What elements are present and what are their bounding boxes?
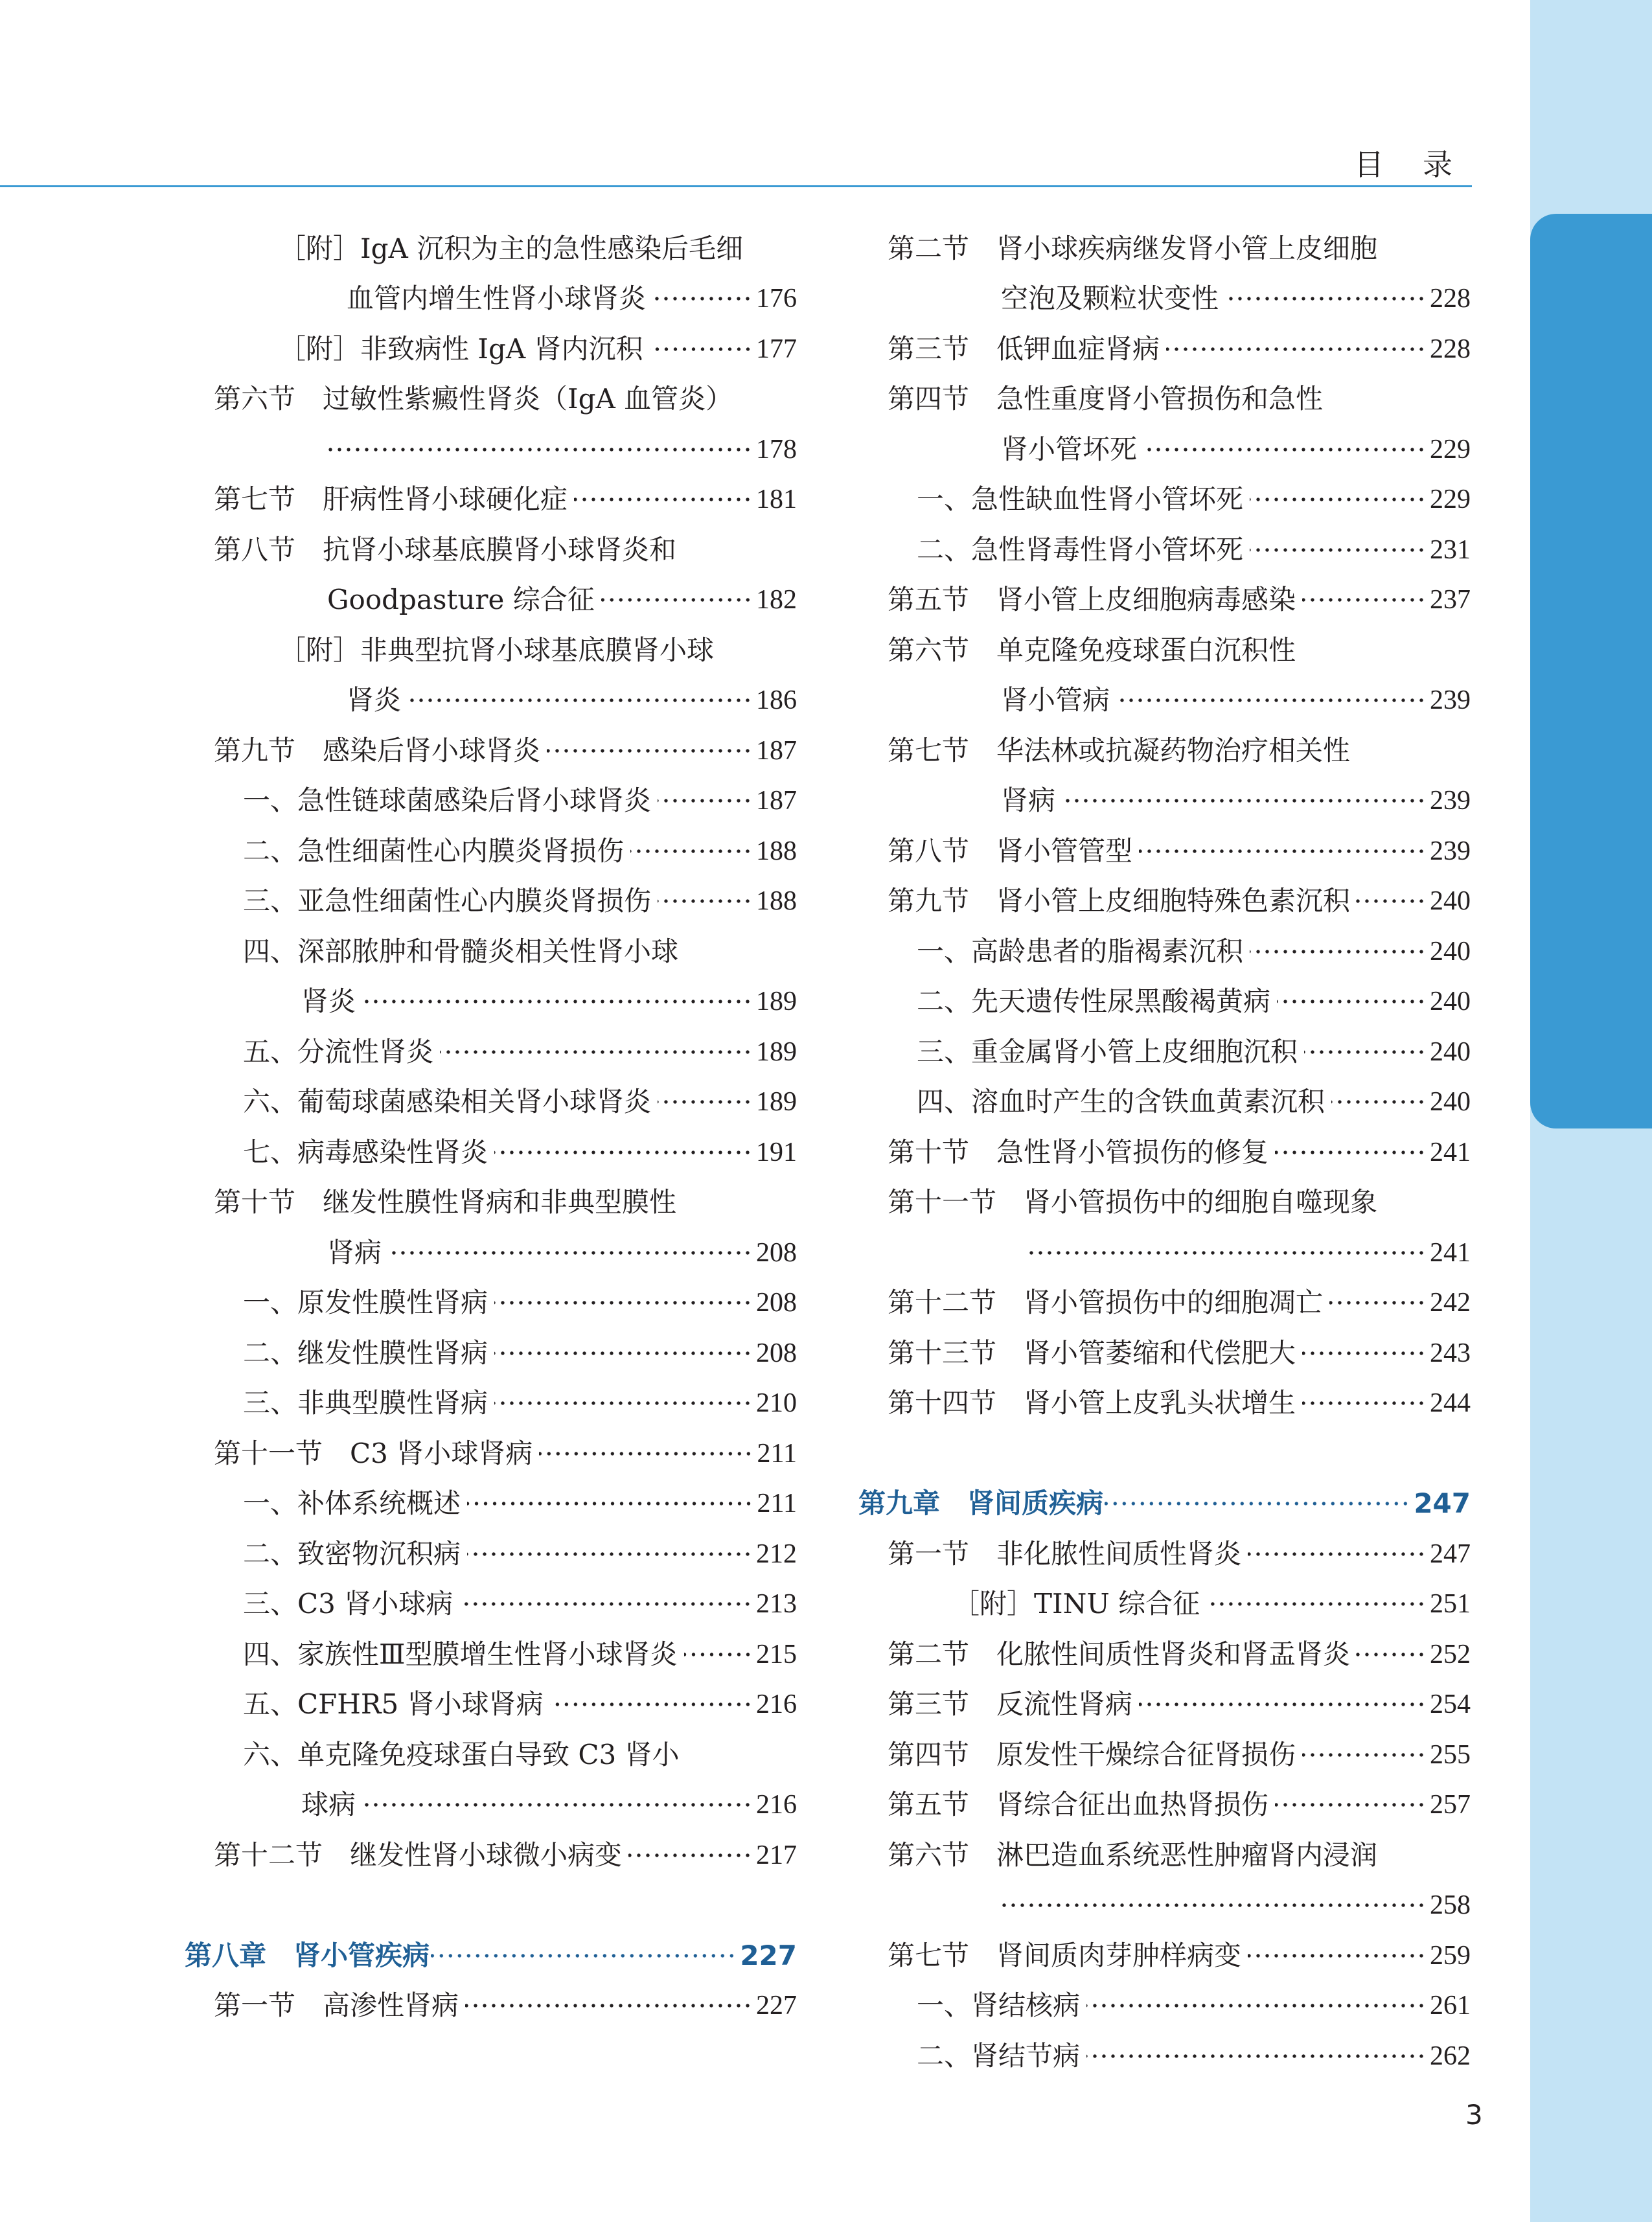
toc-entry[interactable]	[214, 474, 797, 525]
toc-entry-text: 三、重金属肾小管上皮细胞沉积	[917, 1036, 1298, 1068]
toc-entry-text: ［附］非致病性 IgA 肾内沉积	[279, 333, 643, 365]
toc-entry[interactable]	[243, 1077, 797, 1127]
toc-chapter-heading[interactable]	[858, 1478, 1471, 1529]
leader-dots	[1248, 1529, 1426, 1579]
toc-entry-text: 第九节 肾小管上皮细胞特殊色素沉积	[888, 885, 1351, 917]
toc-entry-text: 一、急性链球菌感染后肾小球肾炎	[243, 785, 652, 816]
leader-dots	[658, 1077, 752, 1127]
toc-entry[interactable]	[301, 976, 797, 1027]
toc-page-number: 247	[1430, 1539, 1471, 1569]
toc-entry[interactable]	[888, 1529, 1471, 1579]
toc-entry[interactable]	[243, 826, 797, 876]
toc-entry-text: 第八节 抗肾小球基底膜肾小球肾炎和	[214, 534, 677, 566]
toc-entry-text: 二、继发性膜性肾病	[243, 1337, 488, 1369]
leader-dots	[1143, 424, 1426, 475]
leader-dots	[1329, 1277, 1426, 1328]
toc-page-number: 240	[1430, 1087, 1471, 1117]
toc-page-number: 188	[756, 886, 797, 916]
toc-entry-text: 二、急性肾毒性肾小管坏死	[917, 534, 1244, 566]
toc-entry[interactable]	[888, 1177, 1471, 1228]
toc-page-number: 241	[1430, 1138, 1471, 1167]
leader-dots	[1302, 1378, 1426, 1428]
leader-dots	[1277, 976, 1426, 1027]
leader-dots	[547, 726, 752, 776]
toc-page-number: 215	[756, 1640, 797, 1669]
toc-entry-text: 空泡及颗粒状变性	[1001, 282, 1219, 314]
leader-dots	[362, 976, 752, 1027]
toc-entry-text: 五、分流性肾炎	[243, 1036, 434, 1068]
leader-dots	[1062, 775, 1426, 826]
leader-dots	[1304, 1027, 1426, 1077]
toc-entry-text: 一、高龄患者的脂褐素沉积	[917, 935, 1244, 967]
leader-dots	[1002, 1880, 1426, 1930]
toc-entry[interactable]	[301, 1780, 797, 1830]
toc-page-number: 251	[1430, 1589, 1471, 1619]
toc-entry-text: 第六节 淋巴造血系统恶性肿瘤肾内浸润	[888, 1839, 1378, 1871]
toc-entry[interactable]	[917, 1980, 1471, 2031]
leader-dots	[362, 1780, 752, 1830]
toc-entry-text: 三、亚急性细菌性心内膜炎肾损伤	[243, 885, 652, 917]
leader-dots	[650, 324, 752, 374]
toc-entry[interactable]	[243, 926, 797, 977]
leader-dots	[1302, 1730, 1426, 1780]
leader-dots	[1139, 826, 1426, 876]
toc-entry[interactable]	[917, 474, 1471, 525]
toc-entry[interactable]	[243, 1679, 797, 1730]
toc-entry[interactable]	[888, 726, 1471, 776]
toc-entry-text: 第十三节 肾小管萎缩和代偿肥大	[888, 1337, 1296, 1369]
leader-dots	[658, 876, 752, 926]
toc-page-number: 240	[1430, 987, 1471, 1016]
toc-page-number: 257	[1430, 1790, 1471, 1820]
toc-entry-text: 第三节 反流性肾病	[888, 1688, 1133, 1720]
toc-entry[interactable]	[888, 374, 1471, 424]
toc-entry-text: 四、溶血时产生的含铁血黄素沉积	[917, 1086, 1325, 1117]
leader-dots	[459, 1579, 752, 1629]
leader-dots	[1331, 1077, 1426, 1127]
toc-entry-text: 四、深部脓肿和骨髓炎相关性肾小球	[243, 935, 679, 967]
toc-entry[interactable]	[917, 2031, 1471, 2081]
toc-entry[interactable]	[279, 324, 797, 374]
toc-page-number: 228	[1430, 334, 1471, 364]
toc-page-number: 229	[1430, 485, 1471, 514]
toc-entry-text: 第九节 感染后肾小球肾炎	[214, 735, 541, 766]
leader-dots	[440, 1027, 752, 1077]
toc-page-number: 252	[1430, 1640, 1471, 1669]
toc-entry[interactable]	[888, 1730, 1471, 1780]
toc-entry-text: 第十一节 肾小管损伤中的细胞自噬现象	[888, 1186, 1378, 1218]
toc-entry[interactable]	[214, 1428, 797, 1479]
leader-dots	[1302, 575, 1426, 625]
toc-entry-text: 第八节 肾小管管型	[888, 835, 1133, 867]
toc-entry[interactable]	[1001, 675, 1471, 726]
toc-entry-text: 第二节 肾小球疾病继发肾小管上皮细胞	[888, 233, 1378, 264]
toc-page-number: 237	[1430, 585, 1471, 615]
toc-page-number: 211	[757, 1439, 797, 1469]
toc-entry-text: 第五节 肾小管上皮细胞病毒感染	[888, 584, 1296, 615]
leader-dots	[574, 474, 752, 525]
toc-entry[interactable]	[888, 324, 1471, 374]
toc-entry-text: 第三节 低钾血症肾病	[888, 333, 1160, 365]
toc-page-number: 217	[756, 1840, 797, 1870]
leader-dots	[652, 273, 752, 324]
leader-dots	[494, 1127, 752, 1178]
toc-entry-text: 二、致密物沉积病	[243, 1538, 461, 1570]
toc-entry-text: 六、葡萄球菌感染相关肾小球肾炎	[243, 1086, 652, 1117]
leader-dots	[1206, 1579, 1426, 1629]
leader-dots	[467, 1478, 753, 1529]
toc-page-number: 176	[756, 284, 797, 314]
leader-dots	[1086, 2031, 1426, 2081]
toc-entry[interactable]	[214, 1980, 797, 2031]
toc-entry[interactable]	[279, 223, 797, 274]
toc-entry-text: 肾病	[327, 1237, 382, 1268]
leader-dots	[1248, 1930, 1426, 1981]
toc-entry[interactable]	[347, 273, 797, 324]
leader-dots	[407, 675, 752, 726]
toc-entry[interactable]	[888, 1328, 1471, 1379]
toc-entry[interactable]	[279, 625, 797, 676]
toc-entry[interactable]	[888, 826, 1471, 876]
toc-entry[interactable]	[243, 1378, 797, 1428]
leader-dots	[1225, 273, 1426, 324]
toc-entry[interactable]	[243, 1730, 797, 1780]
toc-entry[interactable]	[243, 876, 797, 926]
toc-entry[interactable]	[214, 1177, 797, 1228]
leader-dots	[494, 1378, 752, 1428]
leader-dots	[1275, 1780, 1426, 1830]
toc-page-number: 243	[1430, 1338, 1471, 1368]
toc-entry-text: 第六节 过敏性紫癜性肾炎（IgA 血管炎）	[214, 383, 733, 415]
leader-dots	[1351, 1629, 1426, 1680]
toc-page-number: 208	[756, 1288, 797, 1318]
toc-entry-text: 三、C3 肾小球病	[243, 1588, 453, 1620]
toc-entry-text: 第五节 肾综合征出血热肾损伤	[888, 1789, 1269, 1820]
toc-entry[interactable]	[888, 1629, 1471, 1680]
toc-entry-text: 第二节 化脓性间质性肾炎和肾盂肾炎	[888, 1638, 1351, 1670]
leader-dots	[1166, 324, 1426, 374]
leader-dots	[328, 424, 752, 475]
toc-page-number: 240	[1430, 886, 1471, 916]
leader-dots	[601, 575, 752, 625]
toc-page-number: 254	[1430, 1689, 1471, 1719]
toc-entry-text: 一、急性缺血性肾小管坏死	[917, 483, 1244, 515]
leader-dots	[467, 1529, 752, 1579]
toc-entry-text: 肾小管病	[1001, 684, 1110, 716]
toc-entry[interactable]	[888, 1830, 1471, 1881]
toc-page-number: 239	[1430, 685, 1471, 715]
toc-entry[interactable]	[888, 1277, 1471, 1328]
leader-dots	[1139, 1679, 1426, 1730]
leader-dots	[1105, 1478, 1410, 1529]
toc-page-number: 211	[757, 1489, 797, 1518]
toc-entry-text: 肾炎	[301, 985, 356, 1017]
leader-dots	[1351, 876, 1426, 926]
toc-entry[interactable]	[952, 1579, 1471, 1629]
toc-page-number: 186	[756, 685, 797, 715]
toc-entry[interactable]	[243, 1277, 797, 1328]
chapter-tab	[1530, 214, 1652, 1128]
toc-entry[interactable]	[1027, 1228, 1471, 1278]
toc-entry[interactable]	[888, 1780, 1471, 1830]
toc-entry-text: 一、补体系统概述	[243, 1487, 461, 1519]
toc-entry[interactable]	[243, 1027, 797, 1077]
leader-dots	[658, 775, 752, 826]
toc-page-number: 177	[756, 334, 797, 364]
toc-entry[interactable]	[888, 1127, 1471, 1178]
toc-entry[interactable]	[243, 1478, 797, 1529]
toc-entry[interactable]	[1001, 424, 1471, 475]
toc-entry[interactable]	[243, 1579, 797, 1629]
toc-entry[interactable]	[917, 1077, 1471, 1127]
toc-page-number: 182	[756, 585, 797, 615]
leader-dots	[1250, 474, 1426, 525]
toc-page-number: 239	[1430, 786, 1471, 816]
toc-page-number: 240	[1430, 937, 1471, 967]
toc-entry-text: 七、病毒感染性肾炎	[243, 1136, 488, 1168]
toc-entry-text: 球病	[301, 1789, 356, 1820]
toc-entry[interactable]	[214, 525, 797, 575]
toc-entry[interactable]	[243, 1529, 797, 1579]
leader-dots	[1086, 1980, 1426, 2031]
toc-entry[interactable]	[243, 775, 797, 826]
toc-entry[interactable]	[917, 926, 1471, 977]
toc-entry[interactable]	[347, 675, 797, 726]
leader-dots	[388, 1228, 752, 1278]
toc-entry[interactable]	[917, 1027, 1471, 1077]
toc-page-number: 188	[756, 836, 797, 866]
toc-entry[interactable]	[888, 876, 1471, 926]
toc-entry-text: 第七节 华法林或抗凝药物治疗相关性	[888, 735, 1351, 766]
toc-entry-text: 二、先天遗传性尿黑酸褐黄病	[917, 985, 1271, 1017]
toc-page-number: 255	[1430, 1740, 1471, 1770]
leader-dots	[1028, 1228, 1426, 1278]
toc-entry-text: 第八章 肾小管疾病	[185, 1940, 430, 1971]
toc-page-number: 242	[1430, 1288, 1471, 1318]
toc-entry-text: 一、原发性膜性肾病	[243, 1287, 488, 1318]
toc-entry-text: 第一节 高渗性肾病	[214, 1989, 459, 2021]
toc-entry[interactable]	[888, 223, 1471, 274]
toc-entry-text: 肾病	[1001, 785, 1056, 816]
toc-entry-text: 第七节 肝病性肾小球硬化症	[214, 483, 568, 515]
leader-dots	[628, 1830, 752, 1881]
toc-page-number: 187	[756, 736, 797, 766]
leader-dots	[494, 1328, 752, 1379]
toc-page-number: 258	[1430, 1890, 1471, 1920]
toc-entry[interactable]	[917, 525, 1471, 575]
toc-entry[interactable]	[1001, 775, 1471, 826]
toc-page-number: 261	[1430, 1991, 1471, 2021]
toc-entry-text: ［附］非典型抗肾小球基底膜肾小球	[279, 634, 715, 666]
toc-page-number: 189	[756, 1037, 797, 1067]
toc-entry[interactable]	[888, 625, 1471, 676]
toc-page-number: 240	[1430, 1037, 1471, 1067]
toc-page-number: 228	[1430, 284, 1471, 314]
toc-entry-text: 第十四节 肾小管上皮乳头状增生	[888, 1387, 1296, 1419]
toc-entry[interactable]	[243, 1127, 797, 1178]
toc-page-number: 189	[756, 987, 797, 1016]
page-number: 3	[1465, 2099, 1483, 2131]
toc-entry[interactable]	[1001, 273, 1471, 324]
toc-page-number: 227	[756, 1991, 797, 2021]
toc-entry-text: 六、单克隆免疫球蛋白导致 C3 肾小	[243, 1739, 680, 1770]
toc-entry[interactable]	[888, 575, 1471, 625]
leader-dots	[684, 1629, 752, 1680]
toc-entry-text: 一、肾结核病	[917, 1989, 1081, 2021]
toc-entry[interactable]	[327, 1228, 797, 1278]
toc-entry-text: 血管内增生性肾小球肾炎	[347, 282, 647, 314]
toc-page-number: 178	[756, 435, 797, 464]
toc-page-number: 189	[756, 1087, 797, 1117]
toc-entry-text: 二、急性细菌性心内膜炎肾损伤	[243, 835, 625, 867]
leader-dots	[1302, 1328, 1426, 1379]
toc-entry-text: 四、家族性Ⅲ型膜增生性肾小球肾炎	[243, 1638, 678, 1670]
toc-page-number: 259	[1430, 1941, 1471, 1971]
toc-page-number: 191	[756, 1138, 797, 1167]
toc-entry-text: 第四节 原发性干燥综合征肾损伤	[888, 1739, 1296, 1770]
leader-dots	[550, 1679, 752, 1730]
toc-page-number: 231	[1430, 535, 1471, 565]
toc-page-number: 227	[740, 1940, 797, 1971]
toc-page-number: 213	[756, 1589, 797, 1619]
toc-entry-text: 第十节 急性肾小管损伤的修复	[888, 1136, 1269, 1168]
leader-dots	[539, 1428, 753, 1479]
toc-entry[interactable]	[243, 1328, 797, 1379]
toc-page-number: 247	[1414, 1487, 1471, 1519]
toc-entry[interactable]	[327, 575, 797, 625]
toc-chapter-heading[interactable]	[185, 1930, 797, 1981]
toc-page-number: 187	[756, 786, 797, 816]
page-title: 目录	[1354, 147, 1491, 182]
toc-entry-text: 肾炎	[347, 684, 402, 716]
toc-entry[interactable]	[243, 1629, 797, 1680]
leader-dots	[494, 1277, 752, 1328]
toc-entry-text: 第一节 非化脓性间质性肾炎	[888, 1538, 1242, 1570]
toc-entry[interactable]	[214, 726, 797, 776]
toc-page-number: 208	[756, 1338, 797, 1368]
leader-dots	[465, 1980, 752, 2031]
toc-entry[interactable]	[888, 1378, 1471, 1428]
toc-page-number: 229	[1430, 435, 1471, 464]
header-rule	[0, 185, 1472, 187]
toc-entry-text: 第四节 急性重度肾小管损伤和急性	[888, 383, 1324, 415]
toc-entry-text: 第九章 肾间质疾病	[858, 1487, 1104, 1519]
toc-entry-text: ［附］TINU 综合征	[952, 1588, 1200, 1620]
toc-entry[interactable]	[327, 424, 797, 475]
leader-dots	[1116, 675, 1426, 726]
toc-entry[interactable]	[214, 1830, 797, 1881]
toc-page-number: 208	[756, 1238, 797, 1268]
toc-page-number: 216	[756, 1790, 797, 1820]
toc-page-number: 210	[756, 1388, 797, 1418]
leader-dots	[1250, 525, 1426, 575]
toc-entry[interactable]	[214, 374, 797, 424]
toc-entry-text: 第十一节 C3 肾小球肾病	[214, 1437, 533, 1469]
toc-page-number: 212	[756, 1539, 797, 1569]
leader-dots	[431, 1930, 736, 1981]
toc-entry-text: 第七节 肾间质肉芽肿样病变	[888, 1940, 1242, 1971]
toc-page-number: 262	[1430, 2041, 1471, 2071]
toc-entry-text: 第六节 单克隆免疫球蛋白沉积性	[888, 634, 1296, 666]
leader-dots	[630, 826, 752, 876]
toc-entry-text: Goodpasture 综合征	[327, 584, 595, 615]
toc-entry-text: 第十节 继发性膜性肾病和非典型膜性	[214, 1186, 677, 1218]
toc-entry[interactable]	[917, 976, 1471, 1027]
leader-dots	[1250, 926, 1426, 977]
toc-page-number: 181	[756, 485, 797, 514]
toc-page-number: 241	[1430, 1238, 1471, 1268]
toc-entry-text: 第十二节 肾小管损伤中的细胞凋亡	[888, 1287, 1324, 1318]
toc-entry[interactable]	[888, 1930, 1471, 1981]
toc-entry-text: 第十二节 继发性肾小球微小病变	[214, 1839, 623, 1871]
toc-entry-text: 二、肾结节病	[917, 2040, 1081, 2072]
leader-dots	[1275, 1127, 1426, 1178]
toc-entry[interactable]	[1001, 1880, 1471, 1930]
toc-entry-text: ［附］IgA 沉积为主的急性感染后毛细	[279, 233, 744, 264]
toc-entry-text: 五、CFHR5 肾小球肾病	[243, 1688, 544, 1720]
toc-entry-text: 三、非典型膜性肾病	[243, 1387, 488, 1419]
toc-page-number: 244	[1430, 1388, 1471, 1418]
toc-page-number: 239	[1430, 836, 1471, 866]
toc-entry-text: 肾小管坏死	[1001, 433, 1138, 465]
toc-page-number: 216	[756, 1689, 797, 1719]
toc-entry[interactable]	[888, 1679, 1471, 1730]
